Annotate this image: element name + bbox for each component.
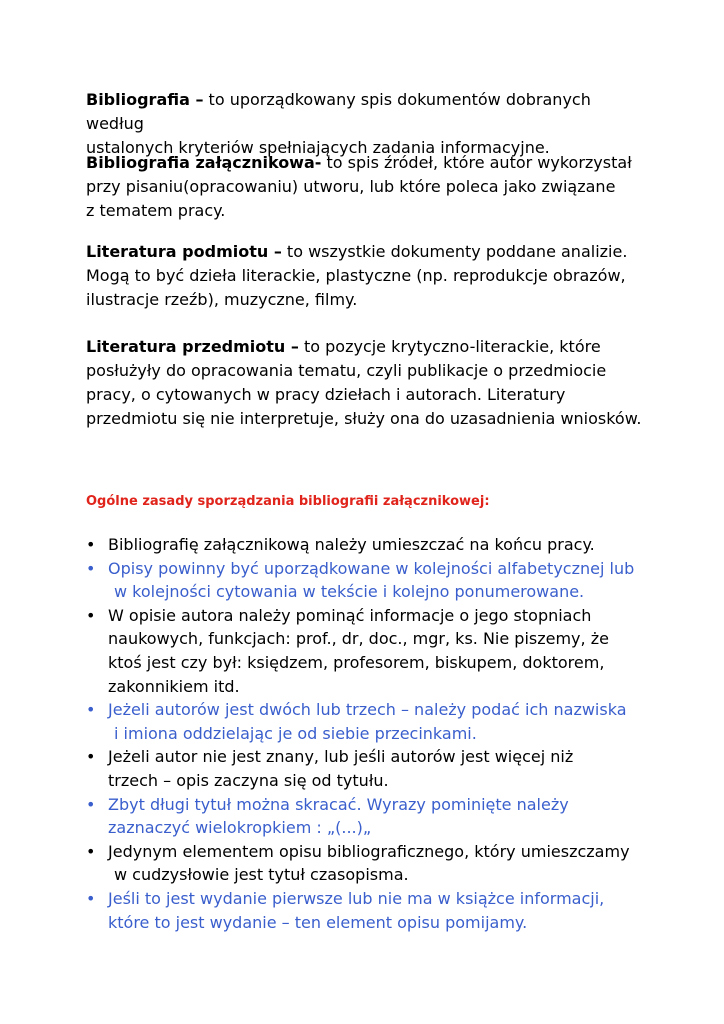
bullet-icon: • bbox=[86, 794, 96, 814]
definition-text: to wszystkie dokumenty poddane analizie. bbox=[281, 242, 628, 261]
rule-text: w cudzysłowie jest tytuł czasopisma. bbox=[114, 865, 409, 885]
bullet-icon: • bbox=[86, 888, 96, 908]
definition-text: przedmiotu się nie interpretuje, służy ona do uzasadnienia wniosków. bbox=[86, 409, 642, 428]
rule-text: zaznaczyć wielokropkiem : „(...)„ bbox=[108, 818, 372, 838]
definition-text: ustalonych kryteriów spełniających zadania informacyjne. bbox=[86, 138, 550, 157]
rule-item bbox=[86, 793, 646, 840]
definition-text: ilustracje rzeźb), muzyczne, filmy. bbox=[86, 290, 358, 309]
definition-term: Bibliografia załącznikowa- bbox=[86, 153, 322, 172]
bullet-icon: • bbox=[86, 558, 96, 578]
rule-item bbox=[86, 533, 646, 557]
definition-text: to uporządkowany spis dokumentów dobranych według bbox=[86, 90, 591, 133]
rule-text: Jedynym elementem opisu bibliograficznego, który umieszczamy bbox=[108, 841, 630, 861]
definition-literatura-przedmiotu bbox=[86, 335, 646, 431]
rule-text: Bibliografię załącznikową należy umieszczać na końcu pracy. bbox=[108, 535, 595, 554]
rule-text: ktoś jest czy był: księdzem, profesorem, biskupem, doktorem, bbox=[108, 652, 605, 672]
bullet-icon: • bbox=[86, 535, 96, 554]
rule-item bbox=[86, 840, 646, 887]
definition-text: z tematem pracy. bbox=[86, 201, 226, 220]
rule-item bbox=[86, 604, 646, 698]
rule-text: Zbyt długi tytuł można skracać. Wyrazy pominięte należy bbox=[108, 794, 569, 814]
definition-bibliografia-zalacznikowa bbox=[86, 151, 646, 223]
rule-text: i imiona oddzielając je od siebie przecinkami. bbox=[114, 723, 477, 743]
rule-item bbox=[86, 745, 646, 792]
rule-item bbox=[86, 557, 646, 604]
rule-item bbox=[86, 698, 646, 745]
bullet-icon: • bbox=[86, 747, 96, 767]
definition-text: to spis źródeł, które autor wykorzystał bbox=[321, 153, 632, 172]
definition-term: Literatura przedmiotu – bbox=[86, 337, 299, 356]
definition-text: pracy, o cytowanych w pracy dziełach i autorach. Literatury bbox=[86, 385, 566, 404]
definition-term: Bibliografia – bbox=[86, 90, 204, 109]
definition-literatura-podmiotu bbox=[86, 240, 646, 312]
definition-text: posłużyły do opracowania tematu, czyli publikacje o przedmiocie bbox=[86, 361, 607, 380]
rules-heading: Ogólne zasady sporządzania bibliografii załącznikowej: bbox=[86, 494, 490, 509]
rule-item bbox=[86, 887, 646, 934]
rule-text: zakonnikiem itd. bbox=[108, 676, 240, 696]
rule-text: w kolejności cytowania w tekście i kolejno ponumerowane. bbox=[114, 582, 585, 602]
rule-text: Opisy powinny być uporządkowane w kolejności alfabetycznej lub bbox=[108, 558, 635, 578]
rule-text: naukowych, funkcjach: prof., dr, doc., mgr, ks. Nie piszemy, że bbox=[108, 629, 609, 649]
definition-text: Mogą to być dzieła literackie, plastyczne (np. reprodukcje obrazów, bbox=[86, 266, 626, 285]
rule-text: które to jest wydanie – ten element opisu pomijamy. bbox=[108, 912, 528, 932]
rule-text: Jeśli to jest wydanie pierwsze lub nie ma w książce informacji, bbox=[108, 888, 605, 908]
definition-text: przy pisaniu(opracowaniu) utworu, lub które poleca jako związane bbox=[86, 177, 616, 196]
bullet-icon: • bbox=[86, 605, 96, 625]
bullet-icon: • bbox=[86, 700, 96, 720]
rule-text: trzech – opis zaczyna się od tytułu. bbox=[108, 770, 389, 790]
definition-bibliografia bbox=[86, 88, 646, 160]
definition-text: to pozycje krytyczno-literackie, które bbox=[298, 337, 601, 356]
rule-text: Jeżeli autorów jest dwóch lub trzech – należy podać ich nazwiska bbox=[108, 700, 627, 720]
bullet-icon: • bbox=[86, 841, 96, 861]
rule-text: Jeżeli autor nie jest znany, lub jeśli autorów jest więcej niż bbox=[108, 747, 574, 767]
rule-text: W opisie autora należy pominąć informacje o jego stopniach bbox=[108, 605, 592, 625]
rules-list bbox=[86, 533, 646, 934]
definition-term: Literatura podmiotu – bbox=[86, 242, 282, 261]
